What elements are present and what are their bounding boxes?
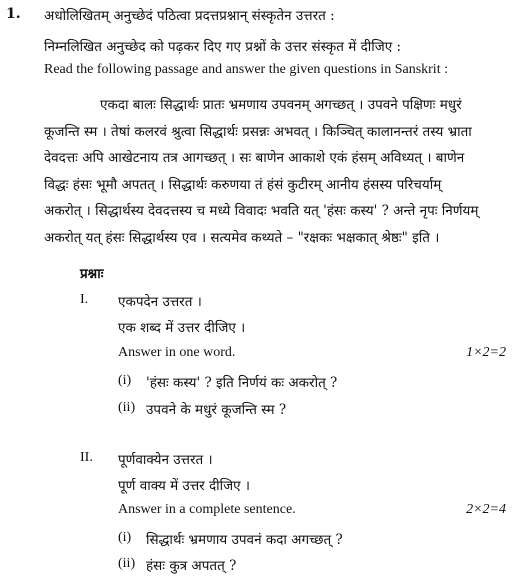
item-number: (i) <box>118 373 132 388</box>
instruction-hindi: निम्नलिखित अनुच्छेद को पढ़कर दिए गए प्रश्नों के उत्तर संस्कृत में दीजिए : <box>44 39 402 55</box>
item-number: (i) <box>118 530 132 545</box>
item-question: सिद्धार्थः भ्रमणाय उपवनं कदा अगच्छत् ? <box>146 532 343 548</box>
passage-line: कूजन्ति स्म । तेषां कलरवं श्रुत्वा सिद्धार्थः प्रसन्नः अभवत् । किञ्चित् कालानन्तरं तस्य भ्राता <box>44 123 472 140</box>
question-number: 1. <box>6 6 21 22</box>
passage-line: अकरोत् यत् हंसः सिद्धार्थस्य एव । सत्यमेव कथ्यते – "रक्षकः भक्षकात् श्रेष्ठः" इति । <box>44 229 440 246</box>
section-numeral: II. <box>80 450 93 465</box>
section-marks: 2×2=4 <box>466 502 506 517</box>
passage-line: देवदत्तः अपि आखेटनाय तत्र आगच्छत् । सः बाणेन आकाशे एकं हंसम् अविध्यत् । बाणेन <box>44 150 465 166</box>
item-question: 'हंसः कस्य' ? इति निर्णयं कः अकरोत् ? <box>146 375 338 391</box>
section-title-hindi: पूर्ण वाक्य में उत्तर दीजिए । <box>118 478 251 494</box>
item-question: उपवने के मधुरं कूजन्ति स्म ? <box>146 402 287 418</box>
instruction-sanskrit: अधोलिखितम् अनुच्छेदं पठित्वा प्रदत्तप्रश्नान् संस्कृतेन उत्तरत : <box>44 8 335 24</box>
item-number: (ii) <box>118 400 136 415</box>
passage-line: विद्धः हंसः भूमौ अपतत् । सिद्धार्थः करुणया तं हंसं कुटीरम् आनीय हंसस्य परिचर्याम् <box>44 176 442 193</box>
item-question: हंसः कुत्र अपतत् ? <box>146 558 237 574</box>
passage-line: एकदा बालः सिद्धार्थः प्रातः भ्रमणाय उपवनम् अगच्छत् । उपवने पक्षिणः मधुरं <box>100 97 462 113</box>
item-number: (ii) <box>118 556 136 571</box>
section-title-sanskrit: पूर्णवाक्येन उत्तरत । <box>118 452 213 468</box>
passage <box>44 92 504 251</box>
prashna-label: प्रश्नाः <box>80 266 104 282</box>
section-title-sanskrit: एकपदेन उत्तरत । <box>118 294 202 310</box>
section-marks: 1×2=2 <box>466 345 506 360</box>
section-title-english: Answer in one word. <box>118 345 236 360</box>
section-title-english: Answer in a complete sentence. <box>118 502 296 517</box>
passage-line: अकरोत् । सिद्धार्थस्य देवदत्तस्य च मध्ये विवादः भवति यत् 'हंसः कस्य' ? अन्ते नृपः निर्णयम् <box>44 203 479 219</box>
section-numeral: I. <box>80 292 89 307</box>
instruction-english: Read the following passage and answer the given questions in Sanskrit : <box>44 62 448 77</box>
section-title-hindi: एक शब्द में उत्तर दीजिए । <box>118 320 246 336</box>
